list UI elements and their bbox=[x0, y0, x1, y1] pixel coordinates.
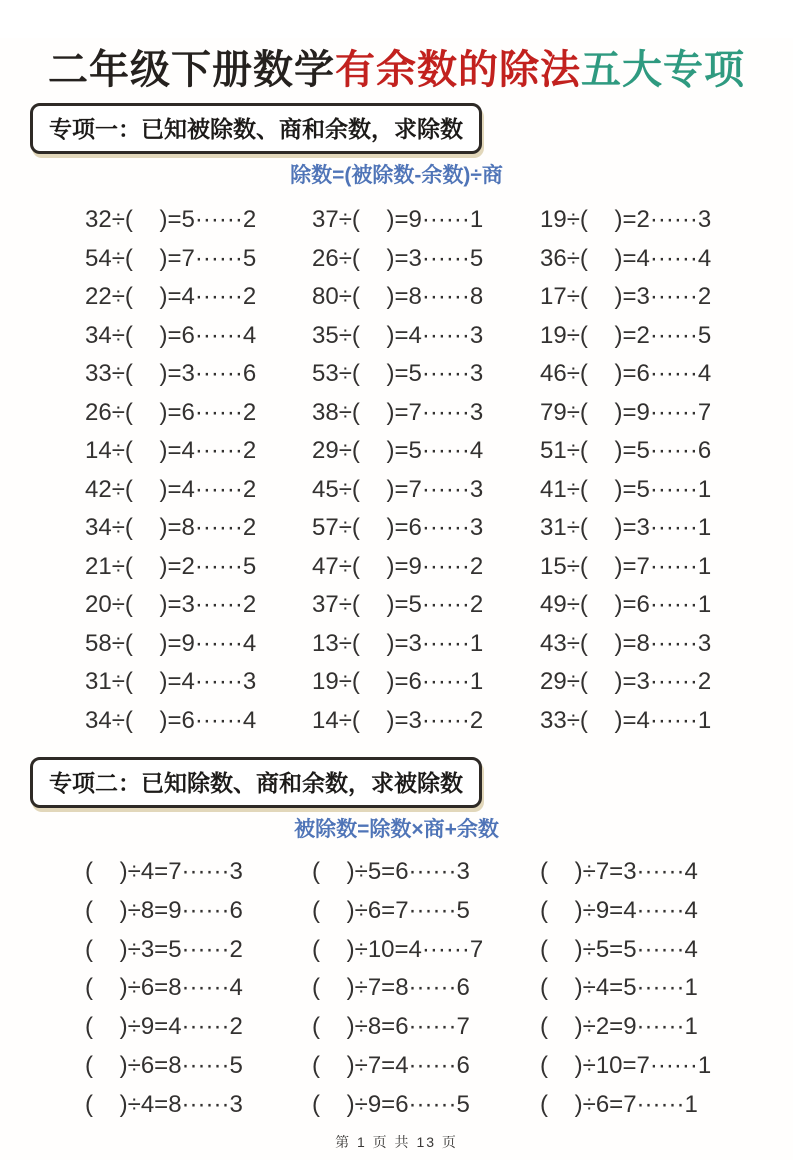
division-problem: ( )÷8=9······6 bbox=[85, 896, 243, 924]
division-problem: ( )÷5=5······4 bbox=[540, 935, 698, 963]
division-problem: ( )÷6=7······1 bbox=[540, 1090, 698, 1118]
division-problem: ( )÷2=9······1 bbox=[540, 1013, 698, 1041]
division-problem: 20÷( )=3······2 bbox=[85, 591, 257, 618]
division-problem: 33÷( )=4······1 bbox=[540, 706, 712, 734]
division-problem: 26÷( )=3······5 bbox=[312, 244, 484, 272]
division-problem: 31÷( )=4······3 bbox=[85, 668, 257, 695]
page-number: 第 1 页 共 13 页 bbox=[335, 1133, 458, 1150]
division-problem: ( )÷4=8······3 bbox=[85, 1090, 243, 1118]
division-problem: 29÷( )=3······2 bbox=[540, 668, 712, 695]
division-problem: 34÷( )=6······4 bbox=[85, 706, 257, 734]
division-problem: 17÷( )=3······2 bbox=[540, 283, 712, 310]
division-problem: 53÷( )=5······3 bbox=[312, 360, 484, 387]
division-problem: 49÷( )=6······1 bbox=[540, 591, 712, 618]
division-problem: 21÷( )=2······5 bbox=[85, 552, 257, 580]
division-problem: 19÷( )=2······3 bbox=[540, 206, 712, 233]
division-problem: ( )÷4=7······3 bbox=[85, 858, 243, 885]
division-problem: ( )÷6=7······5 bbox=[312, 896, 470, 924]
division-problem: 19÷( )=6······1 bbox=[312, 668, 484, 695]
division-problem: ( )÷3=5······2 bbox=[85, 935, 243, 963]
page-title bbox=[0, 38, 793, 95]
section2-problems bbox=[85, 853, 753, 1125]
division-problem: ( )÷6=8······5 bbox=[85, 1051, 243, 1079]
division-problem: 58÷( )=9······4 bbox=[85, 629, 257, 657]
division-problem: 37÷( )=5······2 bbox=[312, 591, 484, 618]
division-problem: 37÷( )=9······1 bbox=[312, 206, 484, 233]
division-problem: 42÷( )=4······2 bbox=[85, 475, 257, 503]
section2 bbox=[0, 749, 793, 1125]
title-part-grade: 二年级下册数学 bbox=[48, 47, 335, 92]
division-problem: 43÷( )=8······3 bbox=[540, 629, 712, 657]
division-problem: 36÷( )=4······4 bbox=[540, 244, 712, 272]
division-problem: 14÷( )=4······2 bbox=[85, 437, 257, 464]
division-problem: 57÷( )=6······3 bbox=[312, 514, 484, 541]
division-problem: ( )÷7=8······6 bbox=[312, 974, 470, 1002]
division-problem: ( )÷6=8······4 bbox=[85, 974, 243, 1002]
division-problem: 33÷( )=3······6 bbox=[85, 360, 257, 387]
section2-header-label: 专项二：已知除数、商和余数，求被除数 bbox=[49, 770, 463, 796]
division-problem: ( )÷7=4······6 bbox=[312, 1051, 470, 1079]
division-problem: 80÷( )=8······8 bbox=[312, 283, 484, 310]
division-problem: ( )÷10=7······1 bbox=[540, 1051, 712, 1079]
division-problem: 34÷( )=8······2 bbox=[85, 514, 257, 541]
division-problem: 41÷( )=5······1 bbox=[540, 475, 712, 503]
division-problem: 14÷( )=3······2 bbox=[312, 706, 484, 734]
title-part-topic: 有余数的除法 bbox=[335, 47, 581, 92]
division-problem: 38÷( )=7······3 bbox=[312, 398, 484, 426]
division-problem: 19÷( )=2······5 bbox=[540, 321, 712, 349]
division-problem: 47÷( )=9······2 bbox=[312, 552, 484, 580]
division-problem: ( )÷9=4······4 bbox=[540, 896, 698, 924]
division-problem: 26÷( )=6······2 bbox=[85, 398, 257, 426]
title-part-sections: 五大专项 bbox=[581, 47, 745, 92]
division-problem: 35÷( )=4······3 bbox=[312, 321, 484, 349]
section1-header-box bbox=[30, 103, 482, 154]
division-problem: 34÷( )=6······4 bbox=[85, 321, 257, 349]
division-problem: 54÷( )=7······5 bbox=[85, 244, 257, 272]
section1-formula: 除数=(被除数-余数)÷商 bbox=[290, 164, 503, 187]
division-problem: ( )÷5=6······3 bbox=[312, 858, 470, 885]
division-problem: 15÷( )=7······1 bbox=[540, 552, 712, 580]
division-problem: 46÷( )=6······4 bbox=[540, 360, 712, 387]
section1-header-label: 专项一：已知被除数、商和余数，求除数 bbox=[49, 116, 463, 142]
section1 bbox=[0, 95, 793, 740]
worksheet-page bbox=[0, 38, 793, 1160]
section1-problems bbox=[85, 201, 753, 740]
division-problem: ( )÷9=4······2 bbox=[85, 1013, 243, 1041]
division-problem: ( )÷9=6······5 bbox=[312, 1090, 470, 1118]
section2-formula: 被除数=除数×商+余数 bbox=[294, 818, 499, 841]
division-problem: ( )÷7=3······4 bbox=[540, 858, 698, 885]
division-problem: 22÷( )=4······2 bbox=[85, 283, 257, 310]
division-problem: ( )÷10=4······7 bbox=[312, 935, 484, 963]
division-problem: ( )÷8=6······7 bbox=[312, 1013, 470, 1041]
division-problem: 13÷( )=3······1 bbox=[312, 629, 484, 657]
section2-header-box bbox=[30, 757, 482, 808]
division-problem: 79÷( )=9······7 bbox=[540, 398, 712, 426]
division-problem: ( )÷4=5······1 bbox=[540, 974, 698, 1002]
division-problem: 51÷( )=5······6 bbox=[540, 437, 712, 464]
division-problem: 31÷( )=3······1 bbox=[540, 514, 712, 541]
division-problem: 45÷( )=7······3 bbox=[312, 475, 484, 503]
division-problem: 32÷( )=5······2 bbox=[85, 206, 257, 233]
division-problem: 29÷( )=5······4 bbox=[312, 437, 484, 464]
